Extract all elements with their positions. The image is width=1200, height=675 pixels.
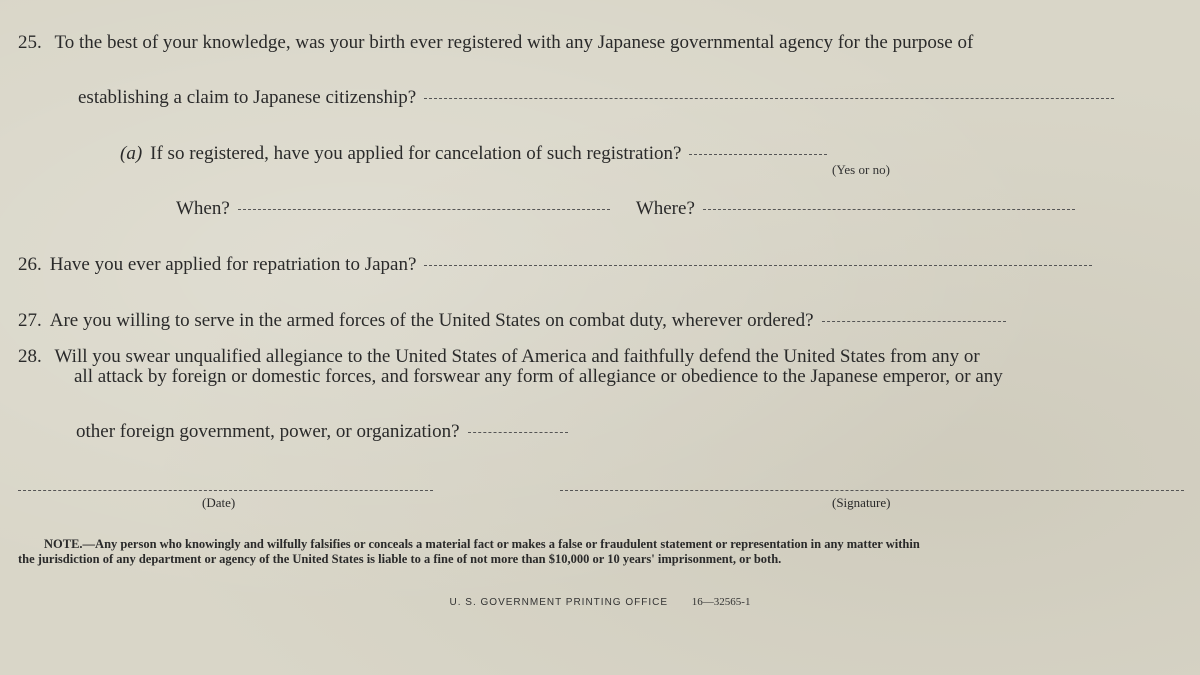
yes-or-no-caption: (Yes or no) (832, 162, 890, 177)
answer-blank-25[interactable] (424, 98, 1114, 99)
question-text: To the best of your knowledge, was your birth ever registered with any Japanese governmental agency for the purpose of (54, 32, 974, 53)
question-number: 26. (18, 254, 42, 275)
printing-office-footer (0, 596, 1200, 608)
question-25a (120, 143, 1200, 165)
answer-blank-28[interactable] (468, 432, 568, 433)
legal-note (18, 537, 1188, 567)
question-text: establishing a claim to Japanese citizenship? (78, 87, 417, 108)
answer-blank-27[interactable] (822, 321, 1006, 322)
where-label: Where? (635, 198, 695, 219)
question-number: 28. (18, 346, 42, 367)
form-code: 16—32565-1 (691, 596, 751, 608)
question-text: Have you ever applied for repatriation to Japan? (49, 254, 417, 275)
where-blank[interactable] (703, 209, 1075, 210)
question-27 (18, 310, 1200, 332)
question-text: If so registered, have you applied for cancelation of such registration? (150, 143, 682, 164)
answer-blank-25a[interactable] (689, 154, 827, 155)
question-28 (18, 346, 1200, 368)
date-label: (Date) (202, 495, 236, 510)
question-28-final (76, 421, 1200, 443)
date-line[interactable] (18, 490, 433, 491)
question-25 (18, 32, 1200, 54)
question-28-continued (74, 366, 1200, 388)
when-blank[interactable] (238, 209, 610, 210)
printing-office: U. S. GOVERNMENT PRINTING OFFICE (449, 597, 669, 608)
question-26 (18, 254, 1200, 276)
note-line: NOTE.—Any person who knowingly and wilfully falsifies or conceals a material fact or makes a false or fraudulent statement or representation in any matter within (44, 537, 920, 551)
sub-question-label: (a) (120, 143, 143, 164)
when-label: When? (176, 198, 230, 219)
question-text: Will you swear unqualified allegiance to the United States of America and faithfully defend the United States from any or (54, 346, 980, 367)
signature-line[interactable] (560, 490, 1184, 491)
question-25-continued (78, 87, 1200, 109)
signature-label: (Signature) (832, 495, 891, 510)
note-line: the jurisdiction of any department or agency of the United States is liable to a fine of not more than $10,000 or 10 years' imprisonment, or both. (18, 552, 782, 566)
question-number: 25. (18, 32, 42, 53)
question-text: other foreign government, power, or organization? (76, 421, 460, 442)
question-text: Are you willing to serve in the armed forces of the United States on combat duty, wherever ordered? (49, 310, 814, 331)
question-text: all attack by foreign or domestic forces, and forswear any form of allegiance or obedience to the Japanese emperor, or any (74, 366, 1003, 387)
answer-blank-26[interactable] (424, 265, 1092, 266)
when-where-row (176, 198, 1200, 220)
question-number: 27. (18, 310, 42, 331)
